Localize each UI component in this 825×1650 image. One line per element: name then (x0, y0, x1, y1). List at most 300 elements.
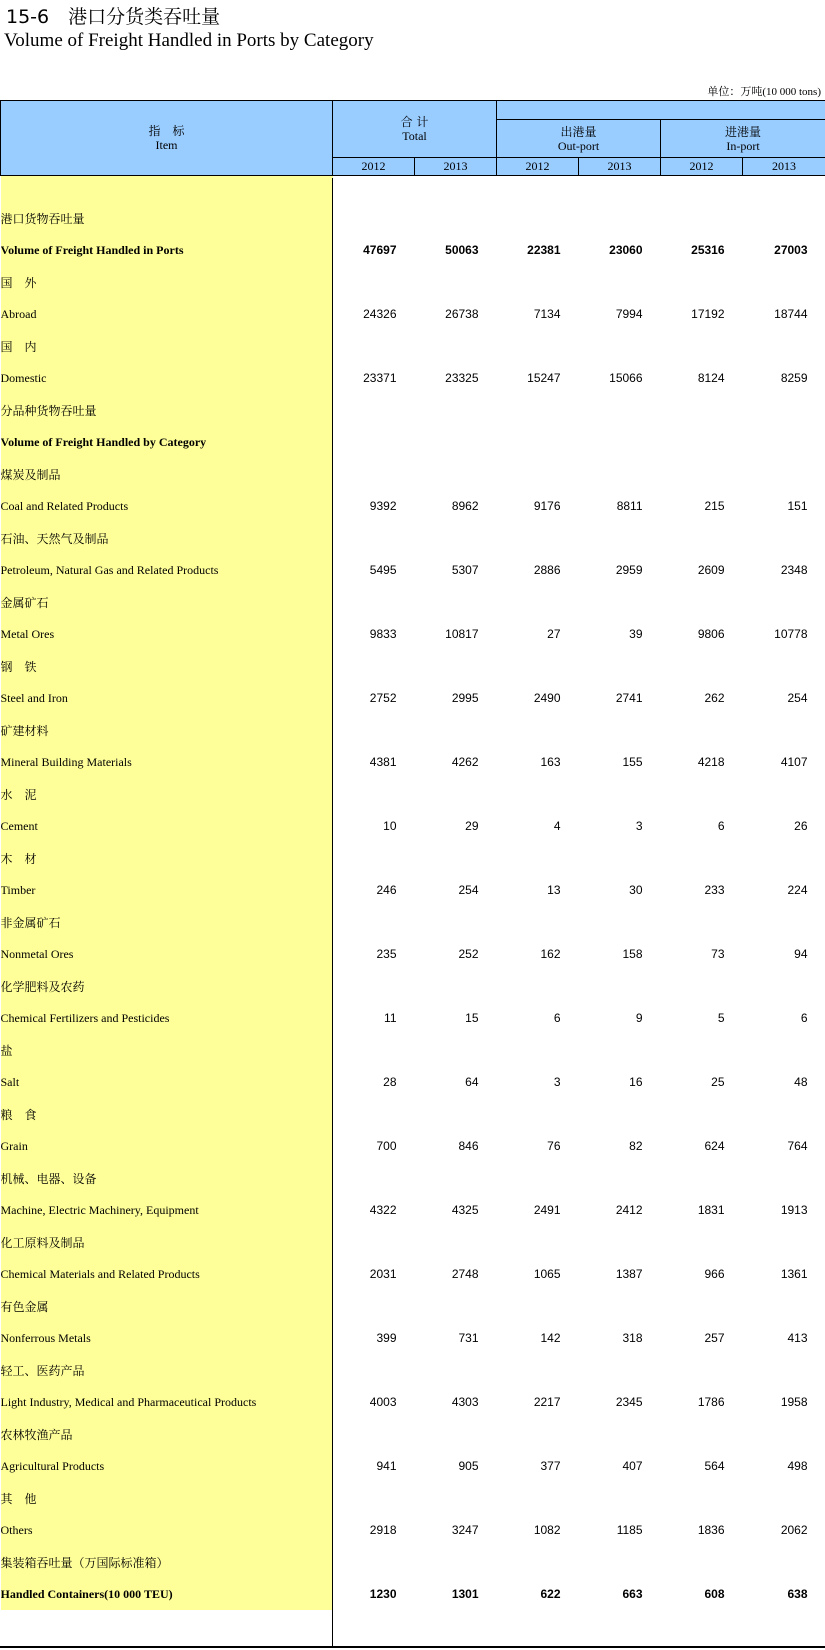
value-cell (743, 1290, 825, 1322)
table-row (1, 458, 825, 490)
row-label: Machine, Electric Machinery, Equipment (1, 1194, 333, 1226)
value-cell: 26738 (445, 307, 479, 321)
value-cell (661, 1098, 743, 1130)
value-cell: 764 (787, 1139, 808, 1153)
row-label: 集装箱吞吐量（万国际标准箱） (1, 1546, 333, 1578)
item-header-en: Item (155, 138, 178, 152)
row-label: Others (1, 1514, 333, 1546)
value-cell: 8811 (616, 499, 643, 513)
value-cell: 4218 (697, 755, 725, 769)
value-cell: 1786 (697, 1395, 725, 1409)
value-cell (579, 1482, 661, 1514)
row-label: Salt (1, 1066, 333, 1098)
row-label: 木 材 (1, 842, 333, 874)
table-row (1, 1482, 825, 1514)
row-label: 化工原料及制品 (1, 1226, 333, 1258)
value-cell: 9176 (533, 499, 561, 513)
value-cell (579, 906, 661, 938)
value-cell (743, 1482, 825, 1514)
value-cell (579, 202, 661, 234)
unit-label-cn: 单位：万吨 (707, 85, 763, 98)
value-cell: 155 (622, 755, 643, 769)
value-cell (579, 426, 661, 458)
row-label: 分品种货物吞吐量 (1, 394, 333, 426)
value-cell: 9 (635, 1011, 643, 1025)
value-cell (497, 906, 579, 938)
value-cell (579, 778, 661, 810)
table-row (1, 1386, 825, 1418)
value-cell: 11 (384, 1011, 397, 1025)
value-cell: 1082 (533, 1523, 561, 1537)
table-row (1, 1290, 825, 1322)
value-cell: 10778 (774, 627, 808, 641)
value-cell (497, 1354, 579, 1386)
table-row (1, 202, 825, 234)
value-cell (415, 1226, 497, 1258)
value-cell (743, 1546, 825, 1578)
row-label: 机械、电器、设备 (1, 1162, 333, 1194)
value-cell: 26 (794, 819, 808, 833)
row-label: Volume of Freight Handled in Ports (1, 234, 333, 266)
value-cell: 25316 (691, 243, 725, 257)
value-cell: 608 (704, 1587, 725, 1601)
value-cell: 158 (622, 947, 643, 961)
row-label: 其 他 (1, 1482, 333, 1514)
value-cell (661, 714, 743, 746)
value-cell (497, 394, 579, 426)
value-cell (415, 842, 497, 874)
value-cell (579, 586, 661, 618)
value-cell (497, 1546, 579, 1578)
value-cell (333, 394, 415, 426)
value-cell (497, 1418, 579, 1450)
value-cell (333, 1418, 415, 1450)
value-cell (661, 1418, 743, 1450)
value-cell: 224 (787, 883, 808, 897)
row-label: 国 外 (1, 266, 333, 298)
value-cell: 1361 (780, 1267, 808, 1281)
value-cell (333, 522, 415, 554)
value-cell: 1230 (369, 1587, 397, 1601)
value-cell: 663 (622, 1587, 643, 1601)
value-cell (333, 1482, 415, 1514)
row-label: 水 泥 (1, 778, 333, 810)
value-cell (743, 586, 825, 618)
value-cell (333, 778, 415, 810)
table-row (1, 362, 825, 394)
value-cell: 3 (635, 819, 643, 833)
value-cell: 1387 (615, 1267, 643, 1281)
value-cell (415, 1034, 497, 1066)
value-cell (415, 394, 497, 426)
value-cell: 7994 (615, 307, 643, 321)
value-cell: 318 (622, 1331, 643, 1345)
value-cell (415, 1354, 497, 1386)
value-cell (743, 202, 825, 234)
value-cell (579, 1226, 661, 1258)
value-cell (415, 778, 497, 810)
value-cell (579, 1098, 661, 1130)
table-body (1, 176, 825, 1611)
value-cell (333, 650, 415, 682)
value-cell (497, 842, 579, 874)
value-cell (333, 1162, 415, 1194)
value-cell (661, 266, 743, 298)
row-label: 化学肥料及农药 (1, 970, 333, 1002)
table-row (1, 1418, 825, 1450)
value-cell (497, 1482, 579, 1514)
value-cell: 23371 (363, 371, 397, 385)
table-title-en: Volume of Freight Handled in Ports by Category (4, 30, 374, 51)
row-label: Chemical Fertilizers and Pesticides (1, 1002, 333, 1034)
value-cell (497, 1034, 579, 1066)
value-cell (497, 426, 579, 458)
value-cell (661, 650, 743, 682)
value-cell (743, 1162, 825, 1194)
table-row (1, 490, 825, 522)
value-cell: 1836 (697, 1523, 725, 1537)
value-cell (661, 970, 743, 1002)
row-label: 钢 铁 (1, 650, 333, 682)
row-label: 煤炭及制品 (1, 458, 333, 490)
value-cell: 4303 (451, 1395, 479, 1409)
value-cell (497, 522, 579, 554)
row-label: 港口货物吞吐量 (1, 202, 333, 234)
value-cell: 2491 (533, 1203, 561, 1217)
value-cell: 966 (704, 1267, 725, 1281)
row-label: Steel and Iron (1, 682, 333, 714)
value-cell: 163 (540, 755, 561, 769)
value-cell (497, 458, 579, 490)
table-header (1, 101, 825, 176)
value-cell: 15 (465, 1011, 479, 1025)
value-cell (415, 906, 497, 938)
total-header (333, 101, 497, 158)
row-label: 农林牧渔产品 (1, 1418, 333, 1450)
value-cell: 94 (794, 947, 808, 961)
value-cell (415, 586, 497, 618)
value-cell: 941 (376, 1459, 397, 1473)
value-cell (743, 1418, 825, 1450)
value-cell (415, 1290, 497, 1322)
table-row (1, 1546, 825, 1578)
value-cell: 15247 (527, 371, 561, 385)
table-row (1, 778, 825, 810)
value-cell: 8962 (451, 499, 479, 513)
value-cell (497, 1290, 579, 1322)
value-cell (661, 1290, 743, 1322)
table-row (1, 1322, 825, 1354)
value-cell: 564 (704, 1459, 725, 1473)
value-cell (661, 778, 743, 810)
value-cell: 6 (800, 1011, 808, 1025)
table-row (1, 714, 825, 746)
value-cell (743, 714, 825, 746)
value-cell (333, 266, 415, 298)
year-header: 2013 (579, 158, 661, 176)
value-cell (497, 778, 579, 810)
value-cell (579, 266, 661, 298)
value-cell (661, 1482, 743, 1514)
value-cell (497, 650, 579, 682)
value-cell (497, 1098, 579, 1130)
value-cell (743, 426, 825, 458)
value-cell: 9392 (369, 499, 397, 513)
table-row (1, 586, 825, 618)
value-cell (661, 1226, 743, 1258)
value-cell (743, 970, 825, 1002)
row-label: Volume of Freight Handled by Category (1, 426, 333, 458)
value-cell (661, 202, 743, 234)
value-cell: 48 (794, 1075, 808, 1089)
table-row (1, 650, 825, 682)
table-row (1, 298, 825, 330)
value-cell: 407 (622, 1459, 643, 1473)
row-label: Nonmetal Ores (1, 938, 333, 970)
row-label: 矿建材料 (1, 714, 333, 746)
table-row (1, 266, 825, 298)
value-cell: 162 (540, 947, 561, 961)
value-cell (579, 970, 661, 1002)
value-cell (743, 1098, 825, 1130)
value-cell (333, 1290, 415, 1322)
value-cell (661, 394, 743, 426)
value-cell: 22381 (527, 243, 561, 257)
value-cell: 142 (540, 1331, 561, 1345)
row-label: Timber (1, 874, 333, 906)
value-cell: 246 (376, 883, 397, 897)
out-port-header-cn: 出港量 (560, 124, 597, 139)
table-title-cn: 15-6 港口分货类吞吐量 (6, 6, 221, 28)
out-port-header-en: Out-port (557, 138, 600, 153)
table-row (1, 1130, 825, 1162)
value-cell: 23060 (609, 243, 643, 257)
row-label: Grain (1, 1130, 333, 1162)
value-cell: 2412 (615, 1203, 643, 1217)
value-cell: 6 (717, 819, 725, 833)
value-cell (333, 1546, 415, 1578)
value-cell (497, 970, 579, 1002)
table-row (1, 906, 825, 938)
item-header (1, 101, 333, 176)
value-cell: 233 (704, 883, 725, 897)
value-cell (579, 650, 661, 682)
value-cell: 4262 (451, 755, 479, 769)
value-cell (579, 330, 661, 362)
value-cell (579, 1354, 661, 1386)
row-label: 国 内 (1, 330, 333, 362)
header-blank (497, 101, 825, 120)
value-cell: 5495 (369, 563, 397, 577)
value-cell: 50063 (445, 243, 479, 257)
spacer-row (1, 176, 825, 203)
value-cell: 76 (547, 1139, 561, 1153)
value-cell (333, 970, 415, 1002)
table-row (1, 1258, 825, 1290)
value-cell (743, 650, 825, 682)
value-cell: 2348 (780, 563, 808, 577)
table-row (1, 554, 825, 586)
value-cell (333, 330, 415, 362)
value-cell: 30 (629, 883, 643, 897)
value-cell: 39 (629, 627, 643, 641)
value-cell (415, 1162, 497, 1194)
value-cell: 638 (787, 1587, 808, 1601)
value-cell (415, 1482, 497, 1514)
value-cell (497, 714, 579, 746)
in-port-header (661, 120, 825, 158)
value-cell (579, 842, 661, 874)
value-cell: 2490 (533, 691, 561, 705)
value-cell (415, 1418, 497, 1450)
value-cell: 905 (458, 1459, 479, 1473)
value-cell: 5 (717, 1011, 725, 1025)
value-cell: 2609 (697, 563, 725, 577)
value-cell: 9806 (697, 627, 725, 641)
unit-label-en: (10 000 tons) (762, 86, 821, 98)
value-cell: 3 (553, 1075, 561, 1089)
value-cell: 4381 (369, 755, 397, 769)
value-cell: 254 (458, 883, 479, 897)
value-cell (661, 586, 743, 618)
value-cell: 4003 (369, 1395, 397, 1409)
value-cell (333, 586, 415, 618)
value-cell: 2752 (369, 691, 397, 705)
row-label: Petroleum, Natural Gas and Related Products (1, 554, 333, 586)
value-cell: 254 (787, 691, 808, 705)
unit-label (707, 83, 821, 99)
value-cell: 7134 (533, 307, 561, 321)
row-label: 金属矿石 (1, 586, 333, 618)
value-cell (661, 1546, 743, 1578)
value-cell: 5307 (451, 563, 479, 577)
value-cell: 257 (704, 1331, 725, 1345)
value-cell: 47697 (363, 243, 397, 257)
value-cell: 1065 (533, 1267, 561, 1281)
value-cell (661, 1162, 743, 1194)
value-cell (415, 714, 497, 746)
value-cell (579, 1034, 661, 1066)
value-cell: 2918 (369, 1523, 397, 1537)
value-cell: 16 (629, 1075, 643, 1089)
value-cell (661, 426, 743, 458)
value-cell: 4107 (780, 755, 808, 769)
value-cell: 2062 (780, 1523, 808, 1537)
value-cell: 1913 (780, 1203, 808, 1217)
value-cell: 2031 (369, 1267, 397, 1281)
value-cell: 64 (465, 1075, 479, 1089)
year-header: 2013 (743, 158, 825, 176)
value-cell: 73 (711, 947, 725, 961)
value-cell (415, 1098, 497, 1130)
row-label: 非金属矿石 (1, 906, 333, 938)
row-label: Agricultural Products (1, 1450, 333, 1482)
value-cell: 1185 (616, 1523, 643, 1537)
value-cell: 10 (383, 819, 397, 833)
row-label: Handled Containers(10 000 TEU) (1, 1578, 333, 1610)
table-bottom-rule (0, 1646, 825, 1648)
table-row (1, 1194, 825, 1226)
table-row (1, 1450, 825, 1482)
value-cell (415, 522, 497, 554)
row-label: Mineral Building Materials (1, 746, 333, 778)
table-row (1, 1098, 825, 1130)
value-cell: 4322 (369, 1203, 397, 1217)
table-row (1, 426, 825, 458)
value-cell (579, 714, 661, 746)
table-row (1, 842, 825, 874)
value-cell (579, 522, 661, 554)
value-cell: 27003 (774, 243, 808, 257)
label-cell (1, 176, 333, 203)
value-cell (497, 202, 579, 234)
table-row (1, 618, 825, 650)
row-label: Metal Ores (1, 618, 333, 650)
table-row (1, 938, 825, 970)
value-cell (497, 1226, 579, 1258)
value-cell (415, 458, 497, 490)
value-cell: 23325 (445, 371, 479, 385)
value-cell (661, 1034, 743, 1066)
table-row (1, 234, 825, 266)
value-cell (333, 842, 415, 874)
value-cell (579, 1162, 661, 1194)
value-cell (743, 330, 825, 362)
value-cell (743, 458, 825, 490)
value-cell (333, 906, 415, 938)
table-row (1, 810, 825, 842)
value-cell (743, 394, 825, 426)
value-cell (743, 906, 825, 938)
value-cell (497, 330, 579, 362)
value-cell (333, 1226, 415, 1258)
value-cell: 28 (383, 1075, 397, 1089)
value-cell: 13 (547, 883, 561, 897)
value-cell: 731 (458, 1331, 479, 1345)
value-cell: 215 (704, 499, 725, 513)
value-cell (743, 522, 825, 554)
row-label: 有色金属 (1, 1290, 333, 1322)
value-cell: 2959 (615, 563, 643, 577)
table-row (1, 746, 825, 778)
value-cell: 377 (540, 1459, 561, 1473)
row-label: Abroad (1, 298, 333, 330)
value-cell (661, 1354, 743, 1386)
value-cell (661, 458, 743, 490)
value-cell (333, 426, 415, 458)
value-cell: 2995 (451, 691, 479, 705)
value-cell: 18744 (774, 307, 808, 321)
value-cell (497, 1162, 579, 1194)
value-cell: 9833 (369, 627, 397, 641)
value-cell: 2217 (533, 1395, 561, 1409)
row-label: Chemical Materials and Related Products (1, 1258, 333, 1290)
value-cell: 27 (547, 627, 561, 641)
value-cell (415, 330, 497, 362)
item-header-cn: 指 标 (148, 124, 185, 138)
value-cell (333, 1354, 415, 1386)
value-cell: 15066 (609, 371, 643, 385)
row-label: 盐 (1, 1034, 333, 1066)
row-label: Nonferrous Metals (1, 1322, 333, 1354)
value-cell: 1958 (780, 1395, 808, 1409)
value-cell (333, 714, 415, 746)
value-cell: 700 (376, 1139, 397, 1153)
value-cell: 6 (553, 1011, 561, 1025)
value-cell: 2345 (615, 1395, 643, 1409)
value-cell (333, 202, 415, 234)
year-header: 2012 (497, 158, 579, 176)
